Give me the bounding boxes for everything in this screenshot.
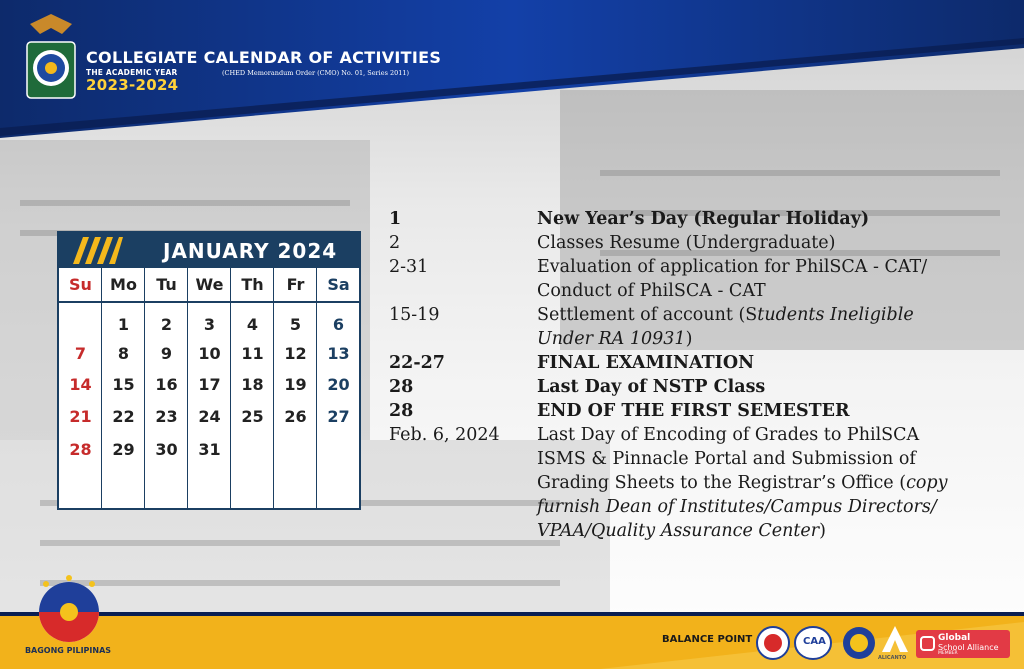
event-description xyxy=(537,423,992,543)
calendar-day: 8 xyxy=(117,344,130,363)
calendar-day: 4 xyxy=(246,315,259,334)
event-description xyxy=(537,303,992,351)
calendar-day: 12 xyxy=(284,344,307,363)
calendar-day: 11 xyxy=(241,344,264,363)
calendar-day: 22 xyxy=(112,407,135,426)
weekday-divider xyxy=(59,301,359,303)
event-description-line: Last Day of Encoding of Grades to PhilSCA xyxy=(537,425,920,445)
calendar-day: 29 xyxy=(112,440,135,459)
event-text: Settlement of account (S xyxy=(537,305,758,325)
header-year: 2023-2024 xyxy=(86,76,179,94)
event-row xyxy=(389,207,1009,231)
caa-logo: CAA xyxy=(803,636,826,647)
calendar-day: 1 xyxy=(117,315,130,334)
bg-window-row xyxy=(600,170,1000,176)
calendar-day: 27 xyxy=(327,407,350,426)
header-banner xyxy=(0,0,1024,140)
weekday-thursday: Th xyxy=(241,275,264,294)
bagong-pilipinas-text: BAGONG PILIPINAS xyxy=(24,646,112,655)
event-text: Grading Sheets to the Registrar’s Office ( xyxy=(537,473,907,493)
event-text-italic: copy xyxy=(906,473,948,493)
stripes-icon xyxy=(65,237,123,264)
globe-icon xyxy=(842,626,876,660)
calendar-day: 2 xyxy=(160,315,173,334)
calendar-day: 24 xyxy=(198,407,221,426)
event-date: Feb. 6, 2024 xyxy=(389,425,500,445)
event-text-italic: furnish Dean of Institutes/Campus Directors/ xyxy=(537,497,937,517)
calendar-day: 30 xyxy=(155,440,178,459)
event-description: Last Day of NSTP Class xyxy=(537,377,766,397)
calendar-day: 14 xyxy=(69,375,92,394)
gsa-line1: Global xyxy=(938,633,971,643)
calendar-day: 21 xyxy=(69,407,92,426)
event-description: Classes Resume (Undergraduate) xyxy=(537,233,836,253)
calendar-day: 20 xyxy=(327,375,350,394)
event-text-italic: Under RA 10931 xyxy=(537,329,686,349)
seal-icon xyxy=(756,626,790,660)
event-row xyxy=(389,231,1009,255)
weekday-monday: Mo xyxy=(110,275,137,294)
calendar-day: 25 xyxy=(241,407,264,426)
calendar-day: 18 xyxy=(241,375,264,394)
event-text-italic: tudents Ineligible xyxy=(757,305,914,325)
gsa-line2: School Alliance xyxy=(938,643,999,652)
event-description-line: Evaluation of application for PhilSCA - CAT/ xyxy=(537,257,928,277)
event-text: ) xyxy=(685,329,693,349)
calendar-day: 15 xyxy=(112,375,135,394)
calendar-day: 5 xyxy=(289,315,302,334)
alicanto-logo: ALICANTO xyxy=(878,655,907,661)
global-school-alliance-badge xyxy=(916,630,1010,658)
event-row xyxy=(389,255,1009,303)
calendar-day: 6 xyxy=(332,315,345,334)
calendar-header xyxy=(59,233,359,268)
weekday-wednesday: We xyxy=(195,275,224,294)
event-text: ) xyxy=(819,521,826,541)
event-description: New Year’s Day (Regular Holiday) xyxy=(537,209,870,229)
event-row xyxy=(389,375,1009,399)
event-description-line: Conduct of PhilSCA - CAT xyxy=(537,281,766,301)
weekday-friday: Fr xyxy=(286,275,305,294)
header-title: COLLEGIATE CALENDAR OF ACTIVITIES xyxy=(86,48,442,67)
alicanto-icon xyxy=(880,624,910,654)
event-date: 2 xyxy=(389,233,401,253)
header-memo: (CHED Memorandum Order (CMO) No. 01, Series 2011) xyxy=(222,69,410,77)
event-description xyxy=(537,255,992,303)
balance-point-logo: BALANCE POINT xyxy=(662,634,753,645)
calendar-day: 13 xyxy=(327,344,350,363)
weekday-sunday: Su xyxy=(69,275,92,294)
calendar-day: 10 xyxy=(198,344,221,363)
calendar-day: 3 xyxy=(203,315,216,334)
event-date: 15-19 xyxy=(389,305,440,325)
event-date: 28 xyxy=(389,401,414,421)
calendar-day: 23 xyxy=(155,407,178,426)
event-date: 2-31 xyxy=(389,257,429,277)
philsca-logo xyxy=(22,10,80,102)
calendar-card xyxy=(57,231,361,510)
event-date: 28 xyxy=(389,377,414,397)
calendar-day: 17 xyxy=(198,375,221,394)
event-row xyxy=(389,303,1009,351)
calendar-day: 9 xyxy=(160,344,173,363)
bg-window-row xyxy=(20,200,350,206)
calendar-day: 31 xyxy=(198,440,221,459)
weekday-saturday: Sa xyxy=(327,275,350,294)
weekday-tuesday: Tu xyxy=(156,275,177,294)
event-row xyxy=(389,423,1009,543)
event-description: FINAL EXAMINATION xyxy=(537,353,755,373)
calendar-day: 16 xyxy=(155,375,178,394)
calendar-day: 28 xyxy=(69,440,92,459)
calendar-day: 26 xyxy=(284,407,307,426)
event-date: 1 xyxy=(389,209,402,229)
event-row xyxy=(389,399,1009,423)
bagong-pilipinas-logo xyxy=(24,574,114,656)
bg-window-row xyxy=(40,580,560,586)
events-list xyxy=(389,207,1009,543)
calendar-day: 7 xyxy=(74,344,87,363)
event-date: 22-27 xyxy=(389,353,445,373)
event-row xyxy=(389,351,1009,375)
event-text-italic: VPAA/Quality Assurance Center xyxy=(537,521,820,541)
event-description: END OF THE FIRST SEMESTER xyxy=(537,401,850,421)
gsa-icon xyxy=(920,636,935,651)
calendar-day: 19 xyxy=(284,375,307,394)
header-subtitle: THE ACADEMIC YEAR xyxy=(86,68,178,77)
calendar-month: JANUARY 2024 xyxy=(163,239,338,263)
event-description-line: ISMS & Pinnacle Portal and Submission of xyxy=(537,449,916,469)
gsa-line3: MEMBER xyxy=(938,651,958,656)
